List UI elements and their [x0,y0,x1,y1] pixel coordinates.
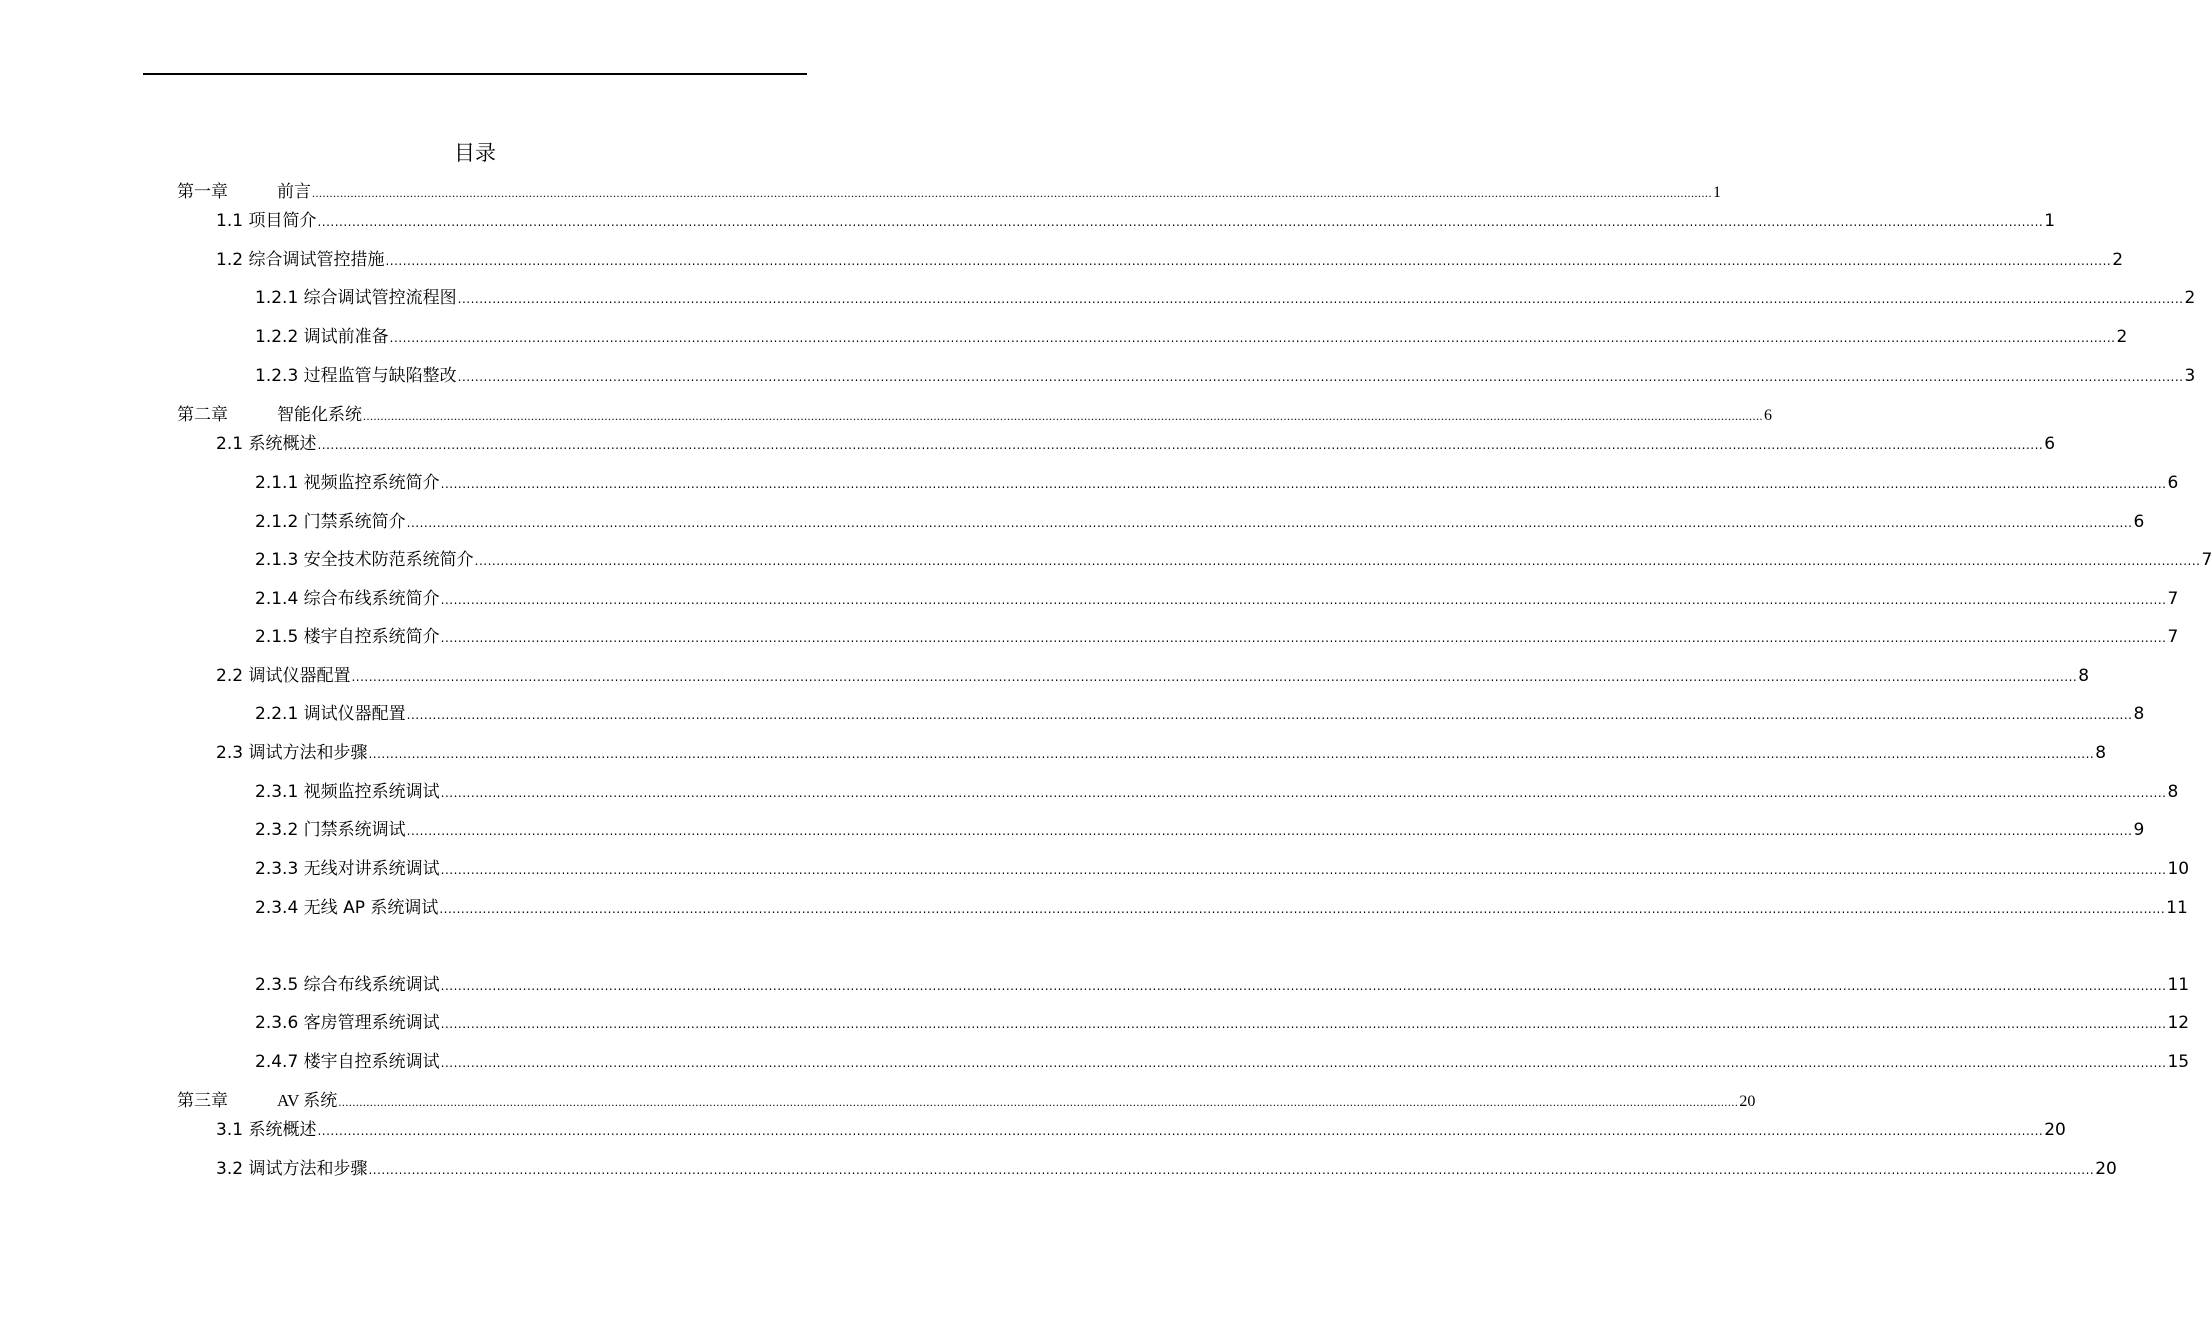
leader-dots: ................................................................................................................................................................................................................................................................................................................................................................................................................ [440,979,2167,993]
page-number: 7 [2167,589,2179,609]
page-number: 8 [2095,743,2107,763]
leader-dots: ................................................................................................................................................................................................................................................................................................................................................................................................................ [440,593,2167,607]
page-number: 6 [1764,407,1772,424]
header-rule [143,73,807,75]
toc-entry[interactable] [255,702,2145,727]
leader-dots: ................................................................................................................................................................................................................................................................................................................................................................................................................ [440,863,2167,877]
page-number: 20 [2044,1120,2066,1140]
leader-dots: ................................................................................................................................................................................................................................................................................................................................................................................................................ [457,292,2184,306]
page-number: 6 [2133,512,2145,532]
toc-entry[interactable] [216,209,2056,234]
page-number: 2 [2184,288,2196,308]
toc-entry[interactable] [255,896,2188,921]
page-number: 11 [2166,898,2188,918]
entry-title: 2.2 调试仪器配置 [216,666,351,686]
toc-entry[interactable] [255,1011,2190,1036]
entry-title: 2.2.1 调试仪器配置 [255,704,406,724]
toc-entry[interactable] [255,973,2190,998]
leader-dots: ................................................................................................................................................................................................................................................................................................................................................................................................................ [312,186,1712,200]
leader-dots: ................................................................................................................................................................................................................................................................................................................................................................................................................ [440,477,2167,491]
toc-entry[interactable] [255,548,2212,573]
page-title: 目录 [454,141,496,165]
page-number: 2 [2116,327,2128,347]
entry-title: 3.1 系统概述 [216,1120,317,1140]
page-number: 8 [2078,666,2090,686]
entry-title: 2.3.3 无线对讲系统调试 [255,859,440,879]
toc-entry[interactable] [216,432,2056,457]
leader-dots: ................................................................................................................................................................................................................................................................................................................................................................................................................ [439,902,2166,916]
page-number: 8 [2167,782,2179,802]
toc-entry[interactable] [255,286,2196,311]
leader-dots: ................................................................................................................................................................................................................................................................................................................................................................................................................ [368,1163,2095,1177]
page-number: 7 [2201,550,2212,570]
toc-entry[interactable] [216,1118,2066,1143]
toc-entry[interactable] [255,587,2179,612]
page-number: 9 [2133,820,2145,840]
toc-entry[interactable] [255,364,2196,389]
toc-entry[interactable] [216,1157,2117,1182]
toc-entry[interactable] [255,818,2145,843]
chapter-title: AV 系统 [277,1091,338,1110]
toc-entry[interactable] [255,780,2179,805]
entry-title: 2.1.1 视频监控系统简介 [255,473,440,493]
leader-dots: ................................................................................................................................................................................................................................................................................................................................................................................................................ [389,331,2116,345]
entry-title: 1.2 综合调试管控措施 [216,250,385,270]
page-number: 12 [2167,1013,2190,1033]
entry-title: 2.1.2 门禁系统简介 [255,512,406,532]
toc-entry[interactable] [255,625,2179,650]
leader-dots: ................................................................................................................................................................................................................................................................................................................................................................................................................ [406,516,2133,530]
toc-entry[interactable] [216,741,2107,766]
page-number: 15 [2167,1052,2190,1072]
page-number: 3 [2184,366,2196,386]
toc-entry[interactable] [216,248,2124,273]
page-number: 2 [2112,250,2124,270]
leader-dots: ................................................................................................................................................................................................................................................................................................................................................................................................................ [440,1017,2167,1031]
toc-chapter-1[interactable] [177,180,1721,205]
chapter-number: 第三章 [177,1091,228,1110]
entry-title: 2.3.6 客房管理系统调试 [255,1013,440,1033]
entry-title: 2.3.2 门禁系统调试 [255,820,406,840]
page-number: 20 [1739,1093,1756,1110]
toc-entry[interactable] [255,857,2190,882]
entry-title: 1.2.2 调试前准备 [255,327,389,347]
entry-title: 2.1 系统概述 [216,434,317,454]
leader-dots: ................................................................................................................................................................................................................................................................................................................................................................................................................ [368,747,2095,761]
toc-entry[interactable] [255,1050,2190,1075]
chapter-number: 第二章 [177,405,228,424]
leader-dots: ................................................................................................................................................................................................................................................................................................................................................................................................................ [406,708,2133,722]
entry-title: 2.1.4 综合布线系统简介 [255,589,440,609]
toc-entry[interactable] [255,325,2128,350]
toc-chapter-2[interactable] [177,403,1772,428]
chapter-title: 智能化系统 [277,405,362,424]
entry-title: 1.1 项目简介 [216,211,317,231]
leader-dots: ................................................................................................................................................................................................................................................................................................................................................................................................................ [474,554,2201,568]
entry-title: 2.3.4 无线 AP 系统调试 [255,898,439,918]
page-number: 1 [1713,184,1721,201]
entry-title: 2.3.5 综合布线系统调试 [255,975,440,995]
entry-title: 2.4.7 楼宇自控系统调试 [255,1052,440,1072]
entry-title: 1.2.3 过程监管与缺陷整改 [255,366,457,386]
chapter-title: 前言 [277,182,311,201]
page-number: 8 [2133,704,2145,724]
page-number: 6 [2167,473,2179,493]
leader-dots: ................................................................................................................................................................................................................................................................................................................................................................................................................ [440,631,2167,645]
leader-dots: ................................................................................................................................................................................................................................................................................................................................................................................................................ [406,824,2133,838]
page-number: 10 [2167,859,2190,879]
leader-dots: ................................................................................................................................................................................................................................................................................................................................................................................................................ [338,1095,1739,1109]
entry-title: 2.3.1 视频监控系统调试 [255,782,440,802]
page-number: 7 [2167,627,2179,647]
page-number: 6 [2044,434,2056,454]
leader-dots: ................................................................................................................................................................................................................................................................................................................................................................................................................ [317,438,2044,452]
entry-title: 1.2.1 综合调试管控流程图 [255,288,457,308]
entry-title: 3.2 调试方法和步骤 [216,1159,368,1179]
page-number: 11 [2167,975,2190,995]
toc-entry[interactable] [255,510,2145,535]
entry-title: 2.1.3 安全技术防范系统简介 [255,550,474,570]
leader-dots: ................................................................................................................................................................................................................................................................................................................................................................................................................ [440,786,2167,800]
toc-entry[interactable] [216,664,2090,689]
leader-dots: ................................................................................................................................................................................................................................................................................................................................................................................................................ [457,370,2184,384]
leader-dots: ................................................................................................................................................................................................................................................................................................................................................................................................................ [363,409,1763,423]
leader-dots: ................................................................................................................................................................................................................................................................................................................................................................................................................ [351,670,2078,684]
leader-dots: ................................................................................................................................................................................................................................................................................................................................................................................................................ [385,254,2112,268]
leader-dots: ................................................................................................................................................................................................................................................................................................................................................................................................................ [317,215,2044,229]
leader-dots: ................................................................................................................................................................................................................................................................................................................................................................................................................ [440,1056,2167,1070]
page-number: 20 [2095,1159,2117,1179]
page-number: 1 [2044,211,2056,231]
entry-title: 2.1.5 楼宇自控系统简介 [255,627,440,647]
toc-chapter-3[interactable] [177,1089,1756,1114]
toc-entry[interactable] [255,471,2179,496]
leader-dots: ................................................................................................................................................................................................................................................................................................................................................................................................................ [317,1124,2044,1138]
chapter-number: 第一章 [177,182,228,201]
entry-title: 2.3 调试方法和步骤 [216,743,368,763]
